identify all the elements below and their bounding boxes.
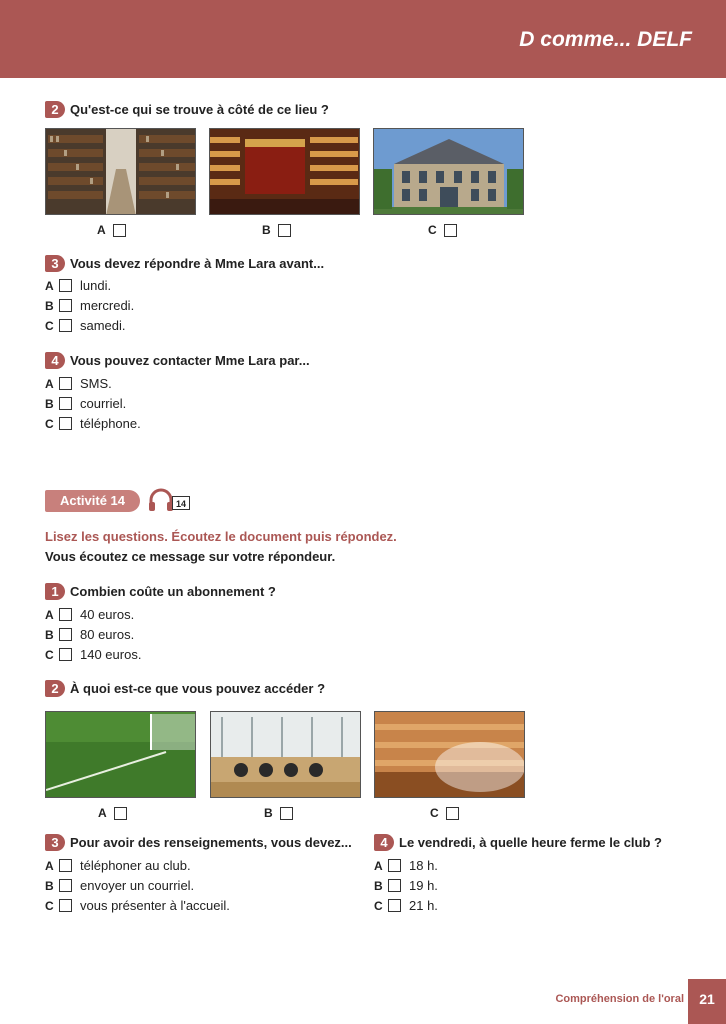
checkbox[interactable]: [59, 279, 72, 292]
option-text: samedi.: [80, 318, 126, 333]
option-letter: B: [374, 878, 383, 893]
track-number: 14: [172, 496, 190, 510]
checkbox[interactable]: [114, 807, 127, 820]
answer-c[interactable]: [428, 223, 457, 237]
checkbox[interactable]: [59, 397, 72, 410]
option-letter: B: [45, 878, 54, 893]
option-letter: C: [45, 416, 54, 431]
gym-photo: [210, 711, 361, 798]
option-c[interactable]: [45, 898, 230, 913]
checkbox[interactable]: [59, 879, 72, 892]
option-text: 80 euros.: [80, 627, 135, 642]
option-letter: C: [45, 647, 54, 662]
option-b[interactable]: [45, 298, 134, 313]
town-hall-photo: [373, 128, 524, 215]
question-number: 3: [45, 834, 65, 851]
question-3b: [45, 834, 352, 851]
answer-b[interactable]: [264, 806, 293, 820]
checkbox[interactable]: [388, 899, 401, 912]
option-text: téléphone.: [80, 416, 141, 431]
checkbox[interactable]: [59, 319, 72, 332]
checkbox[interactable]: [278, 224, 291, 237]
header-title: D comme... DELF: [519, 28, 692, 51]
option-text: 18 h.: [409, 858, 438, 873]
answer-c[interactable]: [430, 806, 459, 820]
option-b[interactable]: [374, 878, 438, 893]
option-letter: A: [45, 858, 54, 873]
instruction: Lisez les questions. Écoutez le document puis répondez.: [45, 529, 397, 544]
question-number: 2: [45, 680, 65, 697]
page-number: 21: [688, 979, 726, 1024]
checkbox[interactable]: [59, 859, 72, 872]
checkbox[interactable]: [388, 879, 401, 892]
checkbox[interactable]: [59, 417, 72, 430]
option-b[interactable]: [45, 627, 134, 642]
question-3a: [45, 255, 324, 272]
option-a[interactable]: [45, 278, 111, 293]
question-number: 4: [374, 834, 394, 851]
option-letter: B: [45, 627, 54, 642]
question-2a: [45, 101, 329, 118]
checkbox[interactable]: [444, 224, 457, 237]
football-field-photo: [45, 711, 196, 798]
option-letter: C: [45, 898, 54, 913]
checkbox[interactable]: [113, 224, 126, 237]
option-text: courriel.: [80, 396, 127, 411]
question-number: 2: [45, 101, 65, 118]
question-4b: [374, 834, 662, 851]
answer-a[interactable]: [98, 806, 127, 820]
option-text: lundi.: [80, 278, 112, 293]
answer-letter: A: [98, 806, 107, 820]
checkbox[interactable]: [59, 608, 72, 621]
question-text: Le vendredi, à quelle heure ferme le club ?: [399, 835, 662, 850]
activity-tab: Activité 14: [45, 490, 140, 512]
checkbox[interactable]: [446, 807, 459, 820]
option-text: 40 euros.: [80, 607, 135, 622]
option-letter: C: [45, 318, 54, 333]
question-text: Combien coûte un abonnement ?: [70, 584, 276, 599]
checkbox[interactable]: [59, 648, 72, 661]
option-a[interactable]: [45, 858, 191, 873]
headphones-icon: [148, 488, 174, 517]
option-text: 21 h.: [409, 898, 438, 913]
checkbox[interactable]: [59, 899, 72, 912]
option-text: mercredi.: [80, 298, 135, 313]
option-letter: B: [45, 396, 54, 411]
footer-section: Compréhension de l'oral: [555, 993, 684, 1005]
option-c[interactable]: [45, 647, 141, 662]
question-text: Qu'est-ce qui se trouve à côté de ce lieu ?: [70, 102, 329, 117]
option-letter: B: [45, 298, 54, 313]
checkbox[interactable]: [59, 299, 72, 312]
option-b[interactable]: [45, 878, 194, 893]
question-4a: [45, 352, 310, 369]
answer-a[interactable]: [97, 223, 126, 237]
answer-b[interactable]: [262, 223, 291, 237]
checkbox[interactable]: [280, 807, 293, 820]
question-number: 3: [45, 255, 65, 272]
option-c[interactable]: [45, 416, 141, 431]
answer-letter: A: [97, 223, 106, 237]
option-letter: A: [45, 376, 54, 391]
question-text: À quoi est-ce que vous pouvez accéder ?: [70, 681, 326, 696]
checkbox[interactable]: [59, 628, 72, 641]
question-text: Pour avoir des renseignements, vous devez...: [70, 835, 352, 850]
option-a[interactable]: [374, 858, 438, 873]
answer-letter: B: [264, 806, 273, 820]
option-b[interactable]: [45, 396, 126, 411]
answer-letter: B: [262, 223, 271, 237]
answer-letter: C: [428, 223, 437, 237]
option-letter: A: [45, 278, 54, 293]
context: Vous écoutez ce message sur votre répondeur.: [45, 549, 336, 564]
option-letter: A: [374, 858, 383, 873]
answer-letter: C: [430, 806, 439, 820]
option-a[interactable]: [45, 607, 134, 622]
checkbox[interactable]: [59, 377, 72, 390]
option-text: 19 h.: [409, 878, 438, 893]
option-letter: C: [374, 898, 383, 913]
question-text: Vous devez répondre à Mme Lara avant...: [70, 256, 325, 271]
option-a[interactable]: [45, 376, 112, 391]
checkbox[interactable]: [388, 859, 401, 872]
question-1b: [45, 583, 276, 600]
option-c[interactable]: [45, 318, 126, 333]
option-c[interactable]: [374, 898, 438, 913]
page-header: [0, 0, 726, 78]
library-photo: [45, 128, 196, 215]
sauna-photo: [374, 711, 525, 798]
theater-photo: [209, 128, 360, 215]
question-number: 1: [45, 583, 65, 600]
option-text: SMS.: [80, 376, 112, 391]
option-letter: A: [45, 607, 54, 622]
option-text: 140 euros.: [80, 647, 142, 662]
option-text: envoyer un courriel.: [80, 878, 195, 893]
question-number: 4: [45, 352, 65, 369]
option-text: téléphoner au club.: [80, 858, 191, 873]
question-2b: [45, 680, 325, 697]
question-text: Vous pouvez contacter Mme Lara par...: [70, 353, 310, 368]
option-text: vous présenter à l'accueil.: [80, 898, 230, 913]
